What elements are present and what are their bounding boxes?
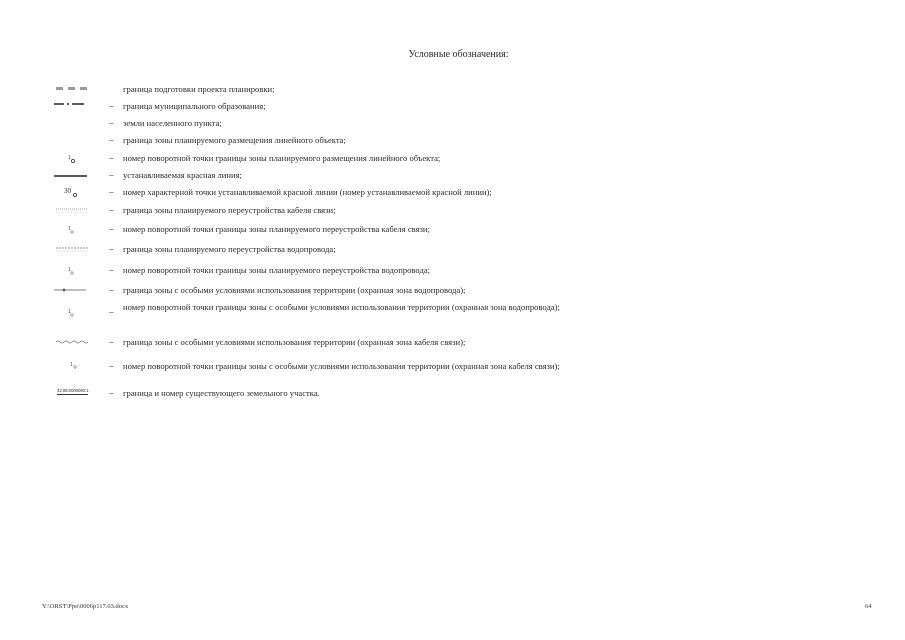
legend-title: Условные обозначения:: [408, 49, 509, 60]
legend-item: [50, 285, 690, 303]
legend-item-text: номер поворотной точки границы зоны планируемого переустройства водопровода;: [123, 265, 431, 275]
legend-dash: –: [109, 118, 114, 128]
legend-item-text: устанавливаемая красная линия;: [123, 170, 242, 180]
legend-item: [50, 187, 690, 205]
legend-item: [50, 302, 690, 326]
dash-dot-line-icon: [50, 101, 95, 115]
small-point-icon: [50, 265, 95, 279]
legend-item-text: граница и номер существующего земельного участка.: [123, 388, 320, 398]
legend-item-text: номер поворотной точки границы зоны планируемого переустройства кабеля связи;: [123, 224, 430, 234]
legend-dash: –: [109, 244, 114, 254]
legend-item: [50, 388, 690, 406]
footer-page-number: 64: [865, 603, 872, 610]
legend-dash: –: [109, 307, 114, 317]
legend-item-text: номер поворотной точки границы зоны с особыми условиями использования территории (охранная зона водопровода);: [123, 302, 560, 312]
solid-red-line-icon: [50, 170, 95, 184]
legend-item-text: граница зоны с особыми условиями использования территории (охранная зона водопровода);: [123, 285, 466, 295]
svg-text:1: 1: [68, 309, 71, 315]
legend-item-text: земли населенного пункта;: [123, 118, 222, 128]
legend-dash: –: [109, 337, 114, 347]
legend-item: [50, 84, 690, 102]
wavy-line-icon: [50, 337, 95, 351]
legend-item-text: номер поворотной точки границы зоны планируемого размещения линейного объекта;: [123, 153, 441, 163]
svg-text:1: 1: [68, 226, 71, 232]
legend-dash: –: [109, 170, 114, 180]
legend-dash: –: [109, 224, 114, 234]
legend-item-text: номер поворотной точки границы зоны с особыми условиями использования территории (охранная зона кабеля связи);: [123, 361, 560, 371]
legend-item-text: граница муниципального образования;: [123, 101, 266, 111]
legend-dash: –: [109, 361, 114, 371]
legend-item-text: граница зоны планируемого переустройства кабеля связи;: [123, 205, 336, 215]
legend-item: [50, 265, 690, 283]
legend-item: [50, 153, 690, 171]
legend-item: [50, 205, 690, 223]
legend-dash: –: [109, 187, 114, 197]
legend-item-text: граница зоны планируемого размещения линейного объекта;: [123, 135, 346, 145]
legend-dash: –: [109, 153, 114, 163]
grey-dashed-line-icon: [50, 84, 95, 98]
svg-text:1: 1: [68, 267, 71, 273]
dotted-water-line-icon: [50, 244, 95, 258]
legend-dash: –: [109, 135, 114, 145]
svg-text:1: 1: [68, 155, 71, 161]
legend-item: [50, 244, 690, 262]
legend-item-text: граница подготовки проекта планировки;: [123, 84, 275, 94]
small-point-icon: [50, 307, 95, 321]
legend-item: [50, 361, 690, 379]
line-with-dot-icon: [50, 285, 95, 299]
legend-item-text: граница зоны планируемого переустройства водопровода;: [123, 244, 336, 254]
legend-item-text: номер характерной точки устанавливаемой красной линии (номер устанавливаемой красной линии);: [123, 187, 492, 197]
legend-dash: –: [109, 265, 114, 275]
legend-item: [50, 224, 690, 242]
small-point-icon: [50, 361, 95, 375]
numbered-point-icon: [50, 187, 95, 201]
legend-item: [50, 101, 690, 119]
legend-item: [50, 135, 690, 153]
svg-text:1: 1: [70, 362, 73, 368]
point-number-label: 30: [64, 187, 71, 195]
dotted-cable-line-icon: [50, 205, 95, 219]
legend-item-text: граница зоны с особыми условиями использования территории (охранная зона кабеля связи);: [123, 337, 466, 347]
legend-item: [50, 170, 690, 188]
point-marker-icon: [50, 153, 95, 167]
legend-dash: –: [109, 388, 114, 398]
legend-dash: –: [109, 205, 114, 215]
small-point-icon: [50, 224, 95, 238]
parcel-number-label: 42:08:0000000:1: [57, 388, 89, 393]
footer-file-path: Y:\ORST\Ppo\0006p117.03.docx: [42, 603, 129, 610]
legend-dash: –: [109, 285, 114, 295]
legend-dash: –: [109, 101, 114, 111]
parcel-number-icon: [50, 388, 104, 402]
legend-item: [50, 337, 690, 355]
legend-item: [50, 118, 690, 136]
